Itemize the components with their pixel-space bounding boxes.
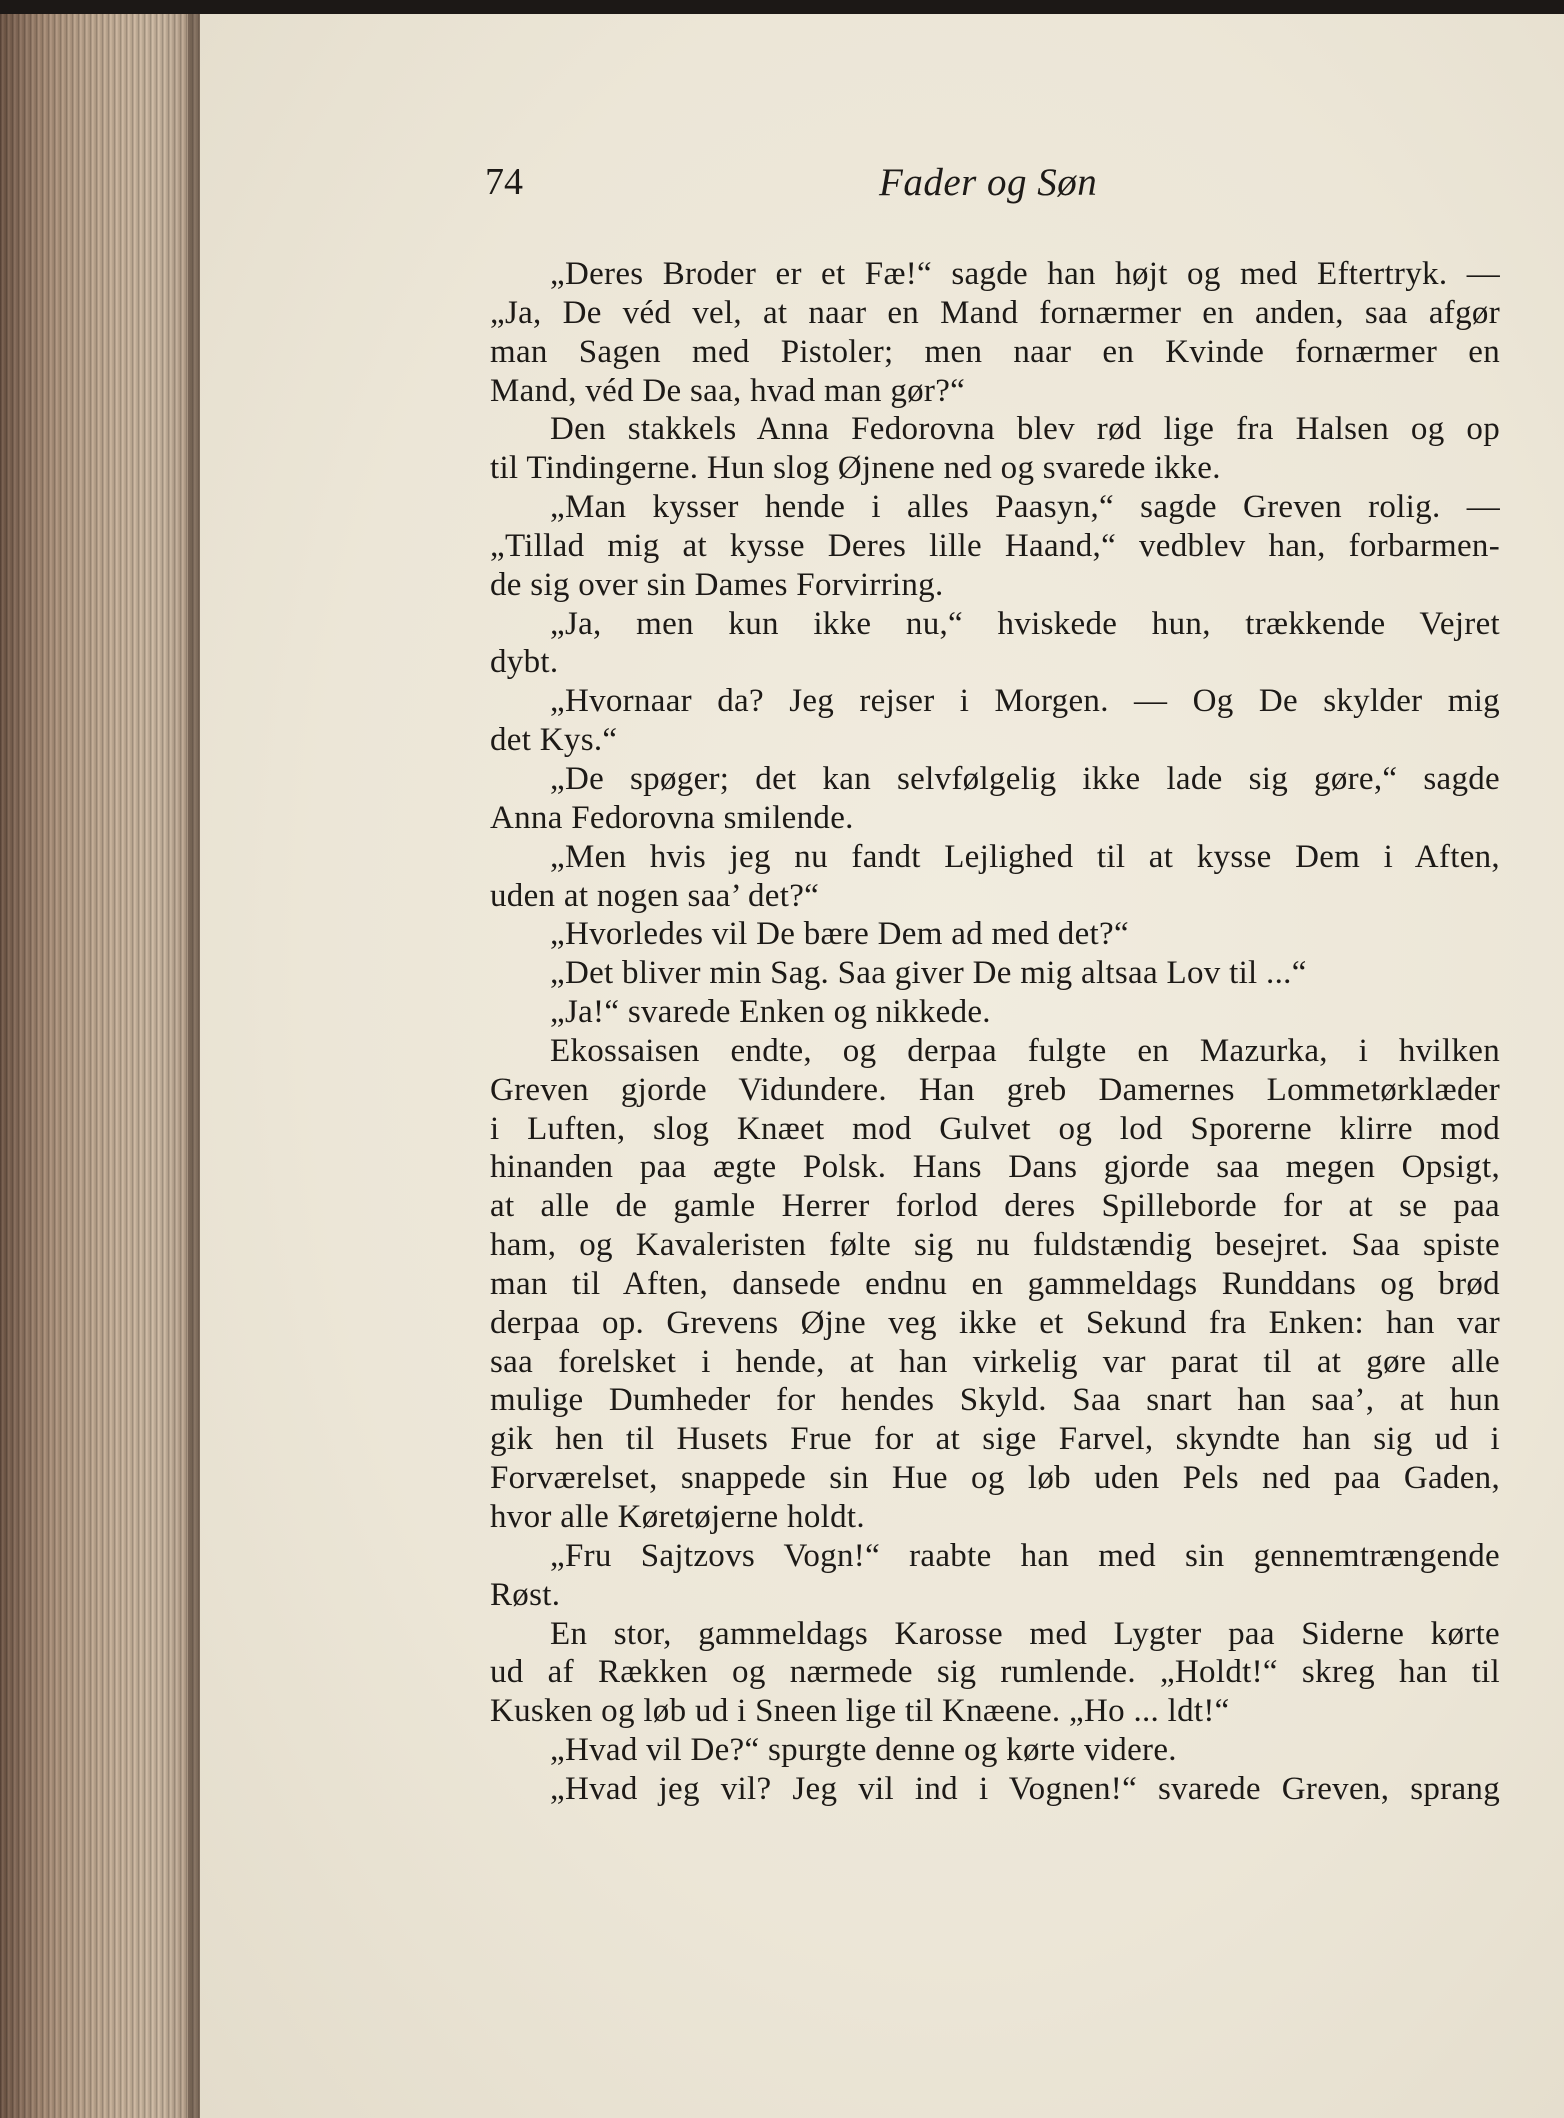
text-line: „Hvad jeg vil? Jeg vil ind i Vognen!“ svarede Greven, sprang [550, 1770, 1500, 1807]
running-head [485, 150, 1105, 220]
text-line: „Ja!“ svarede Enken og nikkede. [550, 994, 991, 1031]
text-line: i Luften, slog Knæet mod Gulvet og lod Sporerne klirre mod [490, 1110, 1500, 1147]
text-line: En stor, gammeldags Karosse med Lygter paa Siderne kørte [550, 1615, 1500, 1652]
text-line: hinanden paa ægte Polsk. Hans Dans gjorde saa megen Opsigt, [490, 1149, 1500, 1186]
text-line: Den stakkels Anna Fedorovna blev rød lige fra Halsen og op [550, 411, 1500, 448]
page-number: 74 [485, 161, 523, 203]
text-line: gik hen til Husets Frue for at sige Farvel, skyndte han sig ud i [490, 1421, 1500, 1458]
text-line: ham, og Kavaleristen følte sig nu fuldstændig besejret. Saa spiste [490, 1227, 1500, 1264]
scan-top-edge [0, 0, 1564, 14]
text-line: „Hvorledes vil De bære Dem ad med det?“ [550, 916, 1129, 953]
text-line: „Hvad vil De?“ spurgte denne og kørte videre. [550, 1732, 1177, 1769]
text-line: ud af Rækken og nærmede sig rumlende. „Holdt!“ skreg han til [490, 1654, 1500, 1691]
body-text [490, 255, 1500, 1809]
text-line: Kusken og løb ud i Sneen lige til Knæene. „Ho ... ldt!“ [490, 1693, 1230, 1730]
running-title: Fader og Søn [879, 161, 1098, 204]
text-line: man Sagen med Pistoler; men naar en Kvinde fornærmer en [490, 333, 1500, 370]
text-line: „Fru Sajtzovs Vogn!“ raabte han med sin gennemtrængende [550, 1537, 1500, 1574]
text-line: „Det bliver min Sag. Saa giver De mig altsaa Lov til ...“ [550, 955, 1307, 992]
text-line: Greven gjorde Vidundere. Han greb Damernes Lommetørklæder [490, 1071, 1500, 1108]
text-line: Røst. [490, 1576, 561, 1613]
text-line: Anna Fedorovna smilende. [490, 799, 854, 836]
text-line: mulige Dumheder for hendes Skyld. Saa snart han saa’, at hun [490, 1382, 1500, 1419]
text-line: Forværelset, snappede sin Hue og løb uden Pels ned paa Gaden, [490, 1460, 1500, 1497]
text-line: „Man kysser hende i alles Paasyn,“ sagde Greven rolig. — [550, 489, 1500, 526]
text-line: „Tillad mig at kysse Deres lille Haand,“ vedblev han, forbarmen- [490, 527, 1500, 564]
text-line: til Tindingerne. Hun slog Øjnene ned og svarede ikke. [490, 450, 1221, 487]
text-line: „Ja, men kun ikke nu,“ hviskede hun, trækkende Vejret [550, 605, 1500, 642]
text-line: Ekossaisen endte, og derpaa fulgte en Mazurka, i hvilken [550, 1032, 1500, 1069]
text-line: uden at nogen saa’ det?“ [490, 877, 820, 914]
text-line: „Hvornaar da? Jeg rejser i Morgen. — Og De skylder mig [550, 683, 1500, 720]
text-line: de sig over sin Dames Forvirring. [490, 566, 944, 603]
text-line: det Kys.“ [490, 722, 618, 759]
book-page-edges [0, 14, 200, 2118]
text-line: at alle de gamle Herrer forlod deres Spilleborde for at se paa [490, 1188, 1500, 1225]
text-line: saa forelsket i hende, at han virkelig var parat til at gøre alle [490, 1343, 1500, 1380]
text-line: dybt. [490, 644, 559, 681]
text-line: „De spøger; det kan selvfølgelig ikke lade sig gøre,“ sagde [550, 760, 1500, 797]
text-line: Mand, véd De saa, hvad man gør?“ [490, 372, 966, 409]
text-line: hvor alle Køretøjerne holdt. [490, 1499, 865, 1535]
text-line: „Deres Broder er et Fæ!“ sagde han højt og med Eftertryk. — [550, 256, 1500, 292]
text-line: man til Aften, dansede endnu en gammeldags Runddans og brød [490, 1265, 1500, 1302]
text-line: „Ja, De véd vel, at naar en Mand fornærmer en anden, saa afgør [490, 294, 1500, 331]
text-line: derpaa op. Grevens Øjne veg ikke et Sekund fra Enken: han var [490, 1304, 1500, 1341]
text-line: „Men hvis jeg nu fandt Lejlighed til at kysse Dem i Aften, [550, 838, 1500, 875]
